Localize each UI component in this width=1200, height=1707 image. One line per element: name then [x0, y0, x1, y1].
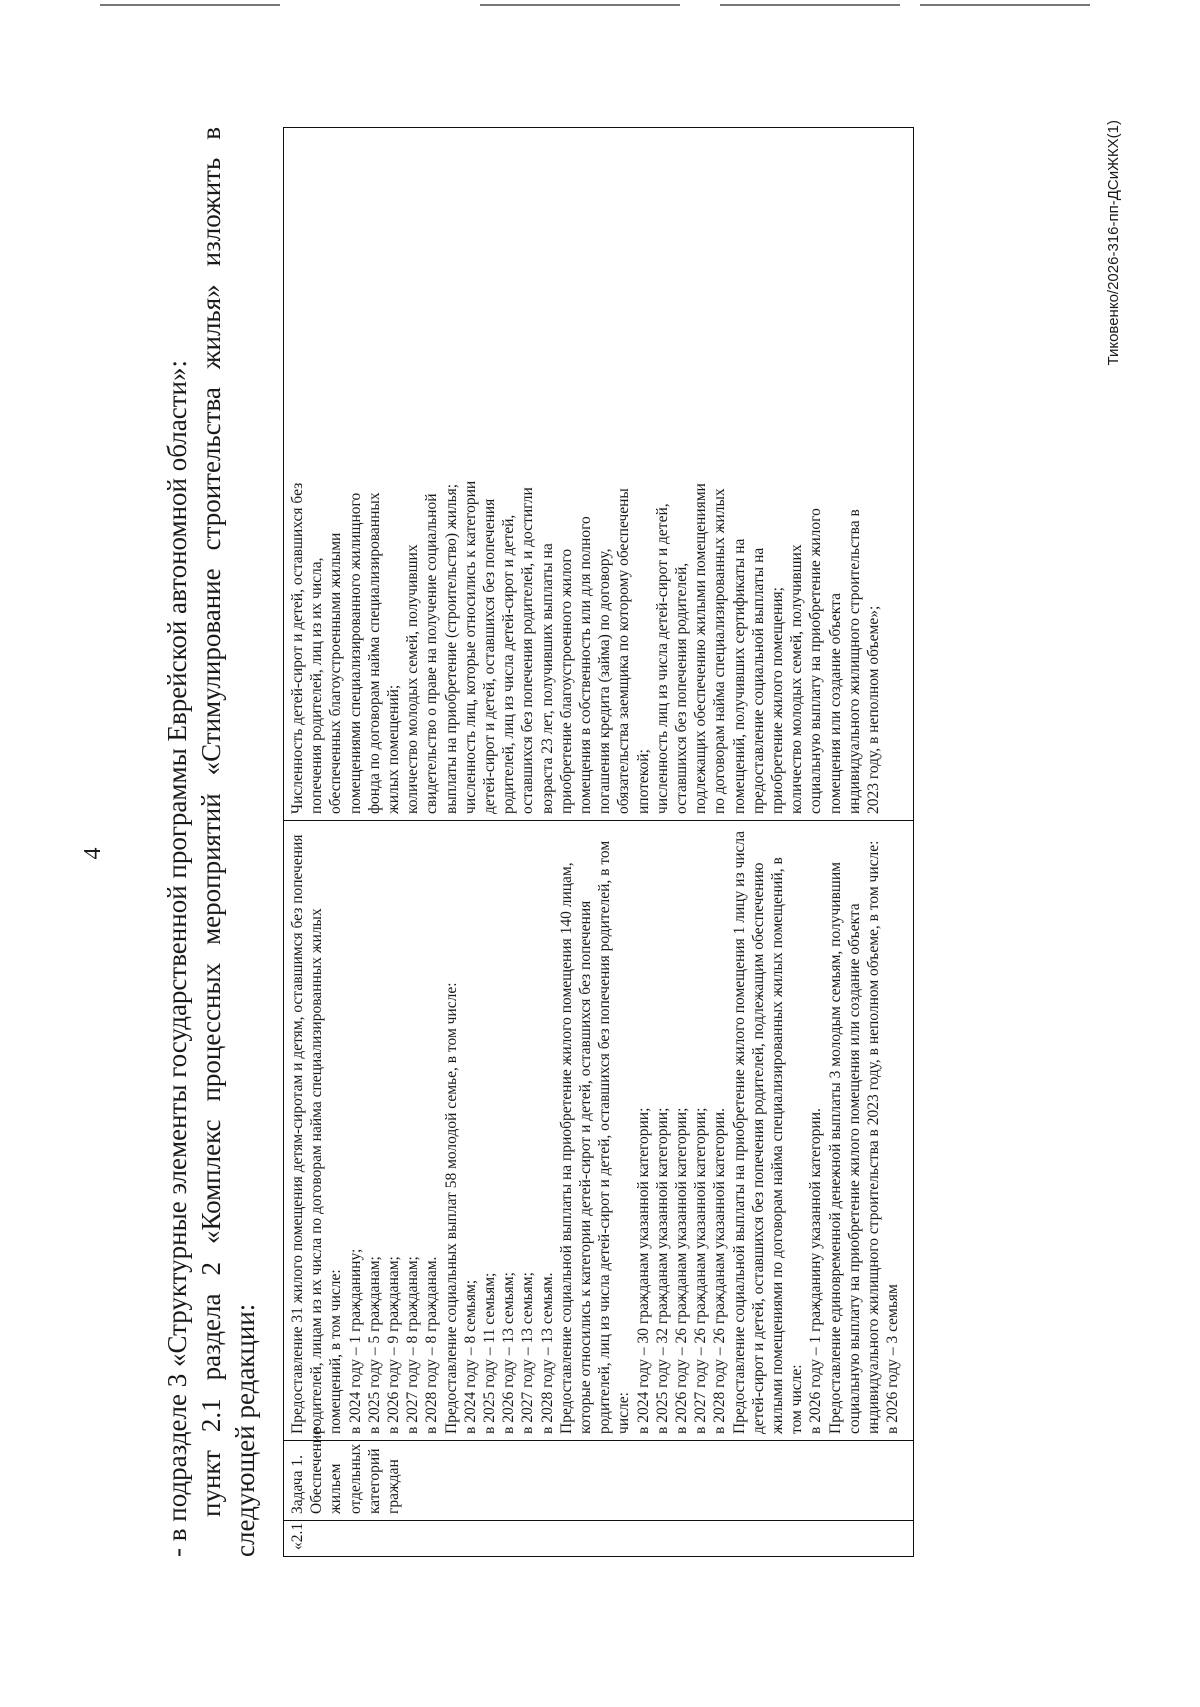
result-text-line: помещениями специализированного жилищного — [346, 492, 364, 814]
result-text-line: родителей, лиц из числа детей-сирот и детей, — [500, 514, 518, 814]
result-text-line: оставшихся без попечения родителей, и достигли — [519, 487, 537, 814]
result-text-line: приобретение жилого помещения; — [769, 587, 787, 814]
measure-text-line: социальную выплату на приобретение жилого помещения или создание объекта — [845, 903, 863, 1434]
result-text-line: детей-сирот и детей, оставшихся без попечения — [481, 498, 499, 814]
task-cell — [284, 1428, 914, 1521]
result-text-line: 2023 году, в неполном объеме»; — [865, 605, 883, 814]
measure-text-line: в 2028 году – 8 гражданам. — [423, 1256, 441, 1434]
measure-text-line: Предоставление 31 жилого помещения детям-сиротам и детям, оставшимся без попечения — [289, 834, 306, 1434]
intro-paragraph — [160, 127, 262, 1557]
measure-text-line: в 2026 году – 13 семьям; — [500, 1272, 518, 1434]
intro-line-1: - в подразделе 3 «Структурные элементы государственной программы Еврейской автономной области»: — [162, 360, 192, 1557]
result-text-line: помещения или создание объекта — [826, 593, 844, 814]
measure-text-line: Предоставление социальных выплат 58 молодой семье, в том числе: — [442, 982, 460, 1434]
result-text-line: количество молодых семей, получивших — [404, 544, 422, 814]
result-text-line: возраста 23 лет, получивших выплаты на — [538, 543, 556, 814]
task-text-line: граждан — [385, 1459, 403, 1514]
result-text-line: ипотекой; — [634, 749, 652, 814]
row-number-cell — [284, 1521, 914, 1557]
result-text-line: попечения родителей, лиц из их числа, — [308, 557, 326, 814]
program-table — [283, 127, 914, 1557]
measure-text-line: в 2028 году – 13 семьям. — [538, 1272, 556, 1434]
measure-text-line: в 2026 году – 26 гражданам указанной категории; — [673, 1107, 691, 1434]
measure-text-line: в 2024 году – 30 гражданам указанной категории; — [634, 1107, 652, 1434]
result-text-line: обеспеченных благоустроенными жилыми — [327, 532, 345, 814]
measure-text-line: индивидуального жилищного строительства в 2023 году, в неполном объеме, в том числе: — [865, 840, 883, 1434]
document-code: Тиковенко/2026-316-пп-ДСиЖКХ(1) — [1105, 120, 1122, 366]
result-text-line: предоставление социальной выплаты на — [749, 547, 767, 814]
result-text-line: социальную выплату на приобретение жилого — [807, 508, 825, 814]
measure-text-line: в 2028 году – 26 гражданам указанной категории. — [711, 1108, 729, 1434]
measure-text-line: в 2027 году – 13 семьям; — [519, 1272, 537, 1434]
measure-text-line: в 2027 году – 26 гражданам указанной категории; — [692, 1107, 710, 1434]
measure-text-line: родителей, лицам из их числа по договорам найма специализированных жилых — [308, 908, 326, 1434]
result-text-line: фонда по договорам найма специализированных — [365, 492, 383, 814]
measure-text-line: в 2025 году – 32 гражданам указанной категории; — [653, 1107, 671, 1434]
result-text-line: индивидуального жилищного строительства в — [845, 509, 863, 814]
row-number: «2.1 — [289, 1522, 306, 1550]
result-text-line: свидетельство о праве на получение социальной — [423, 493, 441, 814]
table-row — [284, 128, 914, 1557]
measure-text-line: жилыми помещениями по договорам найма специализированных жилых помещений, в — [769, 857, 787, 1434]
measures-cell — [284, 821, 914, 1441]
task-text-line: отдельных — [346, 1443, 364, 1514]
measure-text-line: в 2025 году – 5 гражданам; — [365, 1256, 383, 1434]
task-text-line: категорий — [365, 1448, 383, 1514]
intro-line-2: пункт 2.1 раздела 2 «Комплекс процессных мероприятий «Стимулирование строительства жилья» изложить в следующей редакции: — [196, 127, 260, 1557]
measure-text-line: родителей, лиц из числа детей-сирот и детей, оставшихся без попечения родителей, в том — [596, 840, 614, 1434]
measure-text-line: в 2024 году – 1 гражданину; — [346, 1248, 364, 1434]
measure-text-line: в 2026 году – 3 семьям — [884, 1284, 902, 1434]
measure-text-line: помещений, в том числе: — [327, 1269, 345, 1434]
result-text-line: оставшихся без попечения родителей, — [673, 562, 691, 814]
measure-text-line: Предоставление единовременной денежной выплаты 3 молодым семьям, получившим — [826, 862, 844, 1434]
measure-text-line: Предоставление социальной выплаты на приобретение жилого помещения 1 лицу из числа — [730, 830, 748, 1434]
measure-text-line: том числе: — [788, 1364, 806, 1434]
measure-text-line: в 2026 году – 1 гражданину указанной категории. — [807, 1108, 825, 1434]
result-text-line: подлежащих обеспечению жилыми помещениями — [692, 483, 710, 814]
result-text-line: жилых помещений; — [385, 684, 403, 814]
measure-text-line: числе: — [615, 1392, 633, 1434]
result-text-line: Численность детей-сирот и детей, оставшихся без — [289, 482, 306, 814]
measure-text-line: которые относились к категории детей-сирот и детей, оставшихся без попечения — [577, 900, 595, 1434]
result-text-line: количество молодых семей, получивших — [788, 544, 806, 814]
result-text-line: приобретение благоустроенного жилого — [557, 548, 575, 814]
measure-text-line: в 2025 году – 11 семьям; — [481, 1272, 499, 1434]
task-text-line: Обеспечение — [308, 1428, 326, 1514]
task-text-line: Задача 1. — [289, 1455, 306, 1514]
result-text-line: погашения кредита (займа) по договору, — [596, 548, 614, 814]
task-text-line: жильем — [327, 1463, 345, 1514]
measure-text-line: детей-сирот и детей, оставшихся без попечения родителей, подлежащим обеспечению — [749, 862, 767, 1434]
result-text-line: численность лиц, которые относились к категории — [461, 480, 479, 814]
result-text-line: помещения в собственность или для полного — [577, 516, 595, 814]
measure-text-line: Предоставление социальной выплаты на приобретение жилого помещения 140 лицам, — [557, 862, 575, 1434]
measure-text-line: в 2024 году – 8 семьям; — [461, 1279, 479, 1434]
result-text-line: численность лиц из числа детей-сирот и детей, — [653, 503, 671, 814]
page-number: 4 — [80, 847, 106, 860]
result-text-line: по договорам найма специализированных жилых — [711, 488, 729, 814]
measure-text-line: в 2027 году – 8 гражданам; — [404, 1256, 422, 1434]
result-text-line: обязательства заемщика по которому обеспечены — [615, 488, 633, 814]
results-cell — [284, 128, 914, 821]
result-text-line: выплаты на приобретение (строительство) жилья; — [442, 483, 460, 814]
measure-text-line: в 2026 году – 9 гражданам; — [385, 1256, 403, 1434]
result-text-line: помещений, получивших сертификаты на — [730, 538, 748, 814]
